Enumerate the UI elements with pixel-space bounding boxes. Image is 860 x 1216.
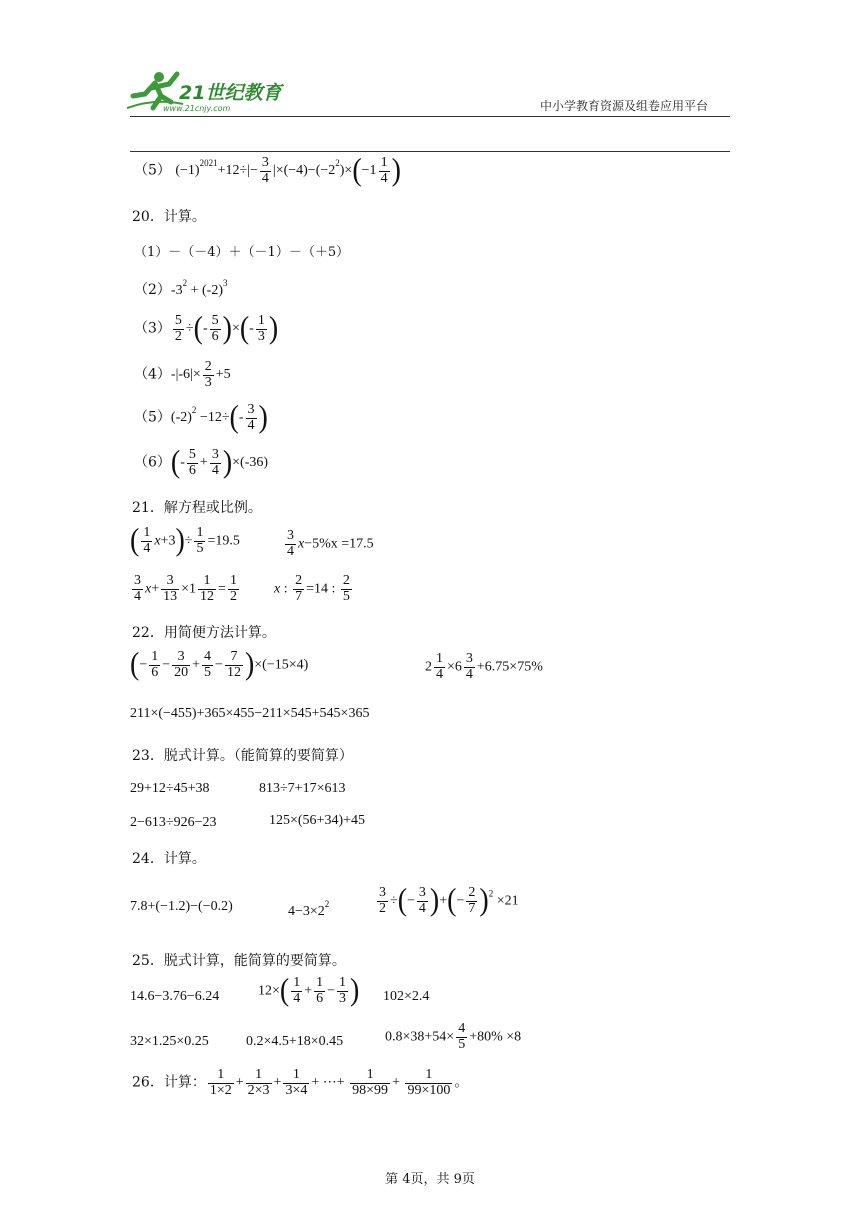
q23-b: 813÷7+17×613 — [259, 781, 346, 796]
q20-title: 20．计算。 — [132, 209, 206, 225]
q25-d: 32×1.25×0.25 — [130, 1034, 209, 1049]
q24-c: $\frac{3}{2}$ ÷(− $\frac{3}{4}$ )+(− $\frac{2}{7}$ )$^2$ ×21 — [379, 882, 519, 919]
q25-a: 14.6−3.76−6.24 — [130, 989, 220, 1004]
q20-6: （6）(- $\frac{5}{6}$ + $\frac{3}{4}$ )×(-36) — [134, 444, 269, 481]
q20-3: （3） $\frac{5}{2}$ ÷(- $\frac{5}{6}$ )×(- $\frac{1}{3}$ ) — [134, 310, 279, 347]
q20-1: （1）－（－4）＋（－1）－（＋5） — [134, 245, 350, 260]
header-platform-text: 中小学教育资源及组卷应用平台 — [540, 99, 709, 113]
q21-a: ( $\frac{1}{4}$ x+3)÷ $\frac{1}{5}$ =19.5 — [130, 522, 240, 559]
q24-a: 7.8+(−1.2)−(−0.2) — [130, 899, 233, 914]
q25-b: 12×( $\frac{1}{4}$ + $\frac{1}{6}$ − $\frac{1}{3}$ ) — [258, 972, 360, 1009]
q22-c: 211×(−455)+365×455−211×545+545×365 — [130, 706, 370, 721]
q20-2: $(2)-3^2 + (-2)^3$ — [134, 278, 228, 298]
q23-c: 2−613÷926−23 — [130, 815, 217, 830]
q25-f: 0.8×38+54× $\frac{4}{5}$ +80% ×8 — [385, 1021, 522, 1052]
q24-b: $4-3\times 2^2$ — [288, 899, 330, 919]
q25-e: 0.2×4.5+18×0.45 — [246, 1034, 344, 1049]
q21-b: $\frac{3}{4}$ x−5%x =17.5 — [287, 528, 374, 559]
logo-text: 21世纪教育 — [179, 82, 282, 104]
header-rule-bottom — [130, 151, 730, 152]
q20-4: （4）-|-6|× $\frac{2}{3}$ +5 — [134, 359, 231, 390]
q23-title: 23．脱式计算。（能简算的要简算） — [132, 748, 353, 764]
q26: 26．计算： $\frac{1}{1\times 2}$ + $\frac{1}{2\times 3}$ + $\frac{1}{3\times 4}$ + ⋯+ $\frac{1}{98\times 99}$ + $\frac{1}{99\times 100}$ 。 — [132, 1067, 469, 1098]
q23-a: 29+12÷45+38 — [130, 781, 210, 796]
q21-d: x : $\frac{2}{7}$ =14 : $\frac{2}{5}$ — [274, 573, 350, 604]
logo-url: www.21cnjy.com — [163, 104, 231, 113]
q24-title: 24．计算。 — [132, 851, 206, 867]
q25-c: 102×2.4 — [383, 989, 430, 1004]
q23-d: 125×(56+34)+45 — [269, 813, 366, 828]
q22-b: 2 $\frac{1}{4}$ ×6 $\frac{3}{4}$ +6.75×75% — [425, 651, 543, 682]
q22-title: 22．用简便方法计算。 — [132, 625, 276, 641]
q22-a: (− $\frac{1}{6}$ − $\frac{3}{20}$ + $\frac{4}{5}$ − $\frac{7}{12}$ )×(−15×4) — [130, 646, 309, 683]
q21-c: $\frac{3}{4}$ x+ $\frac{3}{13}$ ×1 $\frac{1}{12}$ = $\frac{1}{2}$ — [134, 573, 237, 604]
q19-5: （5） $(-1)^{2021}+12\div|-$ $\frac{3}{4}$ $|\times(-4)-(-2^2)\times(-1$ $\frac{1}{4}$ ) — [134, 152, 401, 189]
page-number: 第 4页，共 9页 — [385, 1172, 475, 1187]
q21-title: 21．解方程或比例。 — [132, 500, 262, 516]
q25-title: 25．脱式计算，能简算的要简算。 — [132, 953, 346, 969]
logo — [125, 68, 295, 118]
q20-5: $(5)(-2)^2 -12\div(-$ $\frac{3}{4}$ ) — [134, 399, 268, 436]
header-rule-top — [130, 116, 730, 117]
q19-5-expr: $(-1)^{2021}+12\div|-$ $\frac{3}{4}$ $|\times(-4)-(-2^2)\times(-1$ $\frac{1}{4}$ ) — [175, 152, 401, 189]
